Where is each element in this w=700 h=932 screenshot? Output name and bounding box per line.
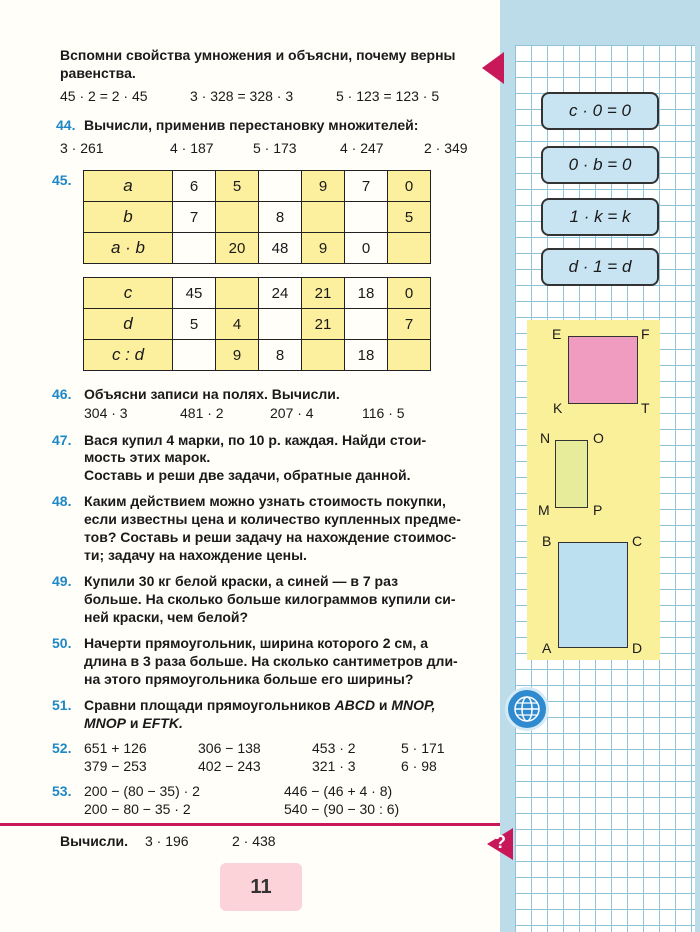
task-51-text-2 — [84, 715, 183, 732]
vertex-label: P — [593, 502, 603, 518]
task-52-item: 306 − 138 — [198, 740, 261, 756]
vertex-label: O — [593, 430, 604, 446]
table-cell — [345, 202, 388, 233]
table-cell: 18 — [345, 340, 388, 371]
task-46-item: 207 · 4 — [270, 405, 314, 421]
task-50-line: Начерти прямоугольник, ширина которого 2 см, а — [84, 635, 429, 651]
conjunction: и — [129, 715, 139, 731]
task-number-46: 46. — [52, 386, 72, 402]
vertex-label: F — [641, 326, 650, 342]
task-50-line: длина в 3 раза больше. На сколько сантиметров дли- — [84, 653, 458, 669]
task-44-item: 2 · 349 — [424, 140, 468, 156]
table-cell: 9 — [302, 171, 345, 202]
table-header-b: b — [84, 202, 173, 233]
task-48-line: ти; задачу на нахождение цены. — [84, 547, 307, 563]
task-47-line: Вася купил 4 марки, по 10 р. каждая. Найди стои- — [84, 432, 427, 448]
task-52-item: 6 · 98 — [401, 758, 437, 774]
page-number: 11 — [220, 863, 302, 911]
rect-efkt — [568, 336, 638, 404]
table-ab — [83, 170, 431, 264]
task-number-50: 50. — [52, 635, 72, 651]
table-cell: 9 — [302, 233, 345, 264]
table-cell: 5 — [388, 202, 431, 233]
task-48-line: тов? Составь и реши задачу на нахождение стоимос- — [84, 529, 457, 545]
vertex-label: C — [632, 533, 643, 549]
task-50-line: на этого прямоугольника больше его ширины? — [84, 671, 414, 687]
conjunction: и — [378, 697, 388, 713]
table-header-c: c — [84, 278, 173, 309]
task-52-item: 5 · 171 — [401, 740, 445, 756]
intro-eq-2: 3 · 328 = 328 · 3 — [190, 88, 294, 104]
table-cell: 45 — [173, 278, 216, 309]
table-header-a: a — [84, 171, 173, 202]
table-row — [84, 309, 431, 340]
footer-divider — [0, 823, 500, 826]
table-cell — [345, 309, 388, 340]
vertex-label: E — [552, 326, 562, 342]
vertex-label: M — [538, 502, 550, 518]
table-header-cd: c : d — [84, 340, 173, 371]
table-header-d: d — [84, 309, 173, 340]
task-51-line: Сравни площади прямоугольников — [84, 697, 331, 713]
task-53-item: 200 − 80 − 35 · 2 — [84, 801, 191, 817]
rect-name: ABCD — [334, 697, 375, 713]
vertex-label: T — [641, 400, 650, 416]
help-badge-label: ? — [495, 832, 506, 852]
vertex-label: D — [632, 640, 643, 656]
table-cell — [173, 233, 216, 264]
task-47-line: мость этих марок. — [84, 449, 211, 465]
task-number-45: 45. — [52, 172, 72, 188]
table-cell: 0 — [388, 171, 431, 202]
task-number-49: 49. — [52, 573, 72, 589]
task-44-text: Вычисли, применив перестановку множителей: — [84, 117, 419, 133]
table-cell: 8 — [259, 340, 302, 371]
table-cell: 5 — [173, 309, 216, 340]
table-cell: 18 — [345, 278, 388, 309]
task-number-48: 48. — [52, 493, 72, 509]
intro-eq-1: 45 · 2 = 2 · 45 — [60, 88, 148, 104]
vertex-label: N — [540, 430, 551, 446]
task-49-line: ней краски, чем белой? — [84, 609, 249, 625]
task-48-line: Каким действием можно узнать стоимость покупки, — [84, 493, 446, 509]
task-52-item: 402 − 243 — [198, 758, 261, 774]
task-number-52: 52. — [52, 740, 72, 756]
task-52-item: 453 · 2 — [312, 740, 356, 756]
table-cell — [259, 309, 302, 340]
intro-line1: Вспомни свойства умножения и объясни, почему верны — [60, 47, 456, 63]
table-row — [84, 278, 431, 309]
table-cell — [216, 278, 259, 309]
task-49-line: Купили 30 кг белой краски, а синей — в 7 раз — [84, 573, 399, 589]
table-cell: 24 — [259, 278, 302, 309]
task-53-item: 540 − (90 − 30 : 6) — [284, 801, 400, 817]
table-cell: 7 — [345, 171, 388, 202]
table-cell: 48 — [259, 233, 302, 264]
table-cd — [83, 277, 431, 371]
table-cell — [302, 340, 345, 371]
table-header-ab: a · b — [84, 233, 173, 264]
task-52-item: 379 − 253 — [84, 758, 147, 774]
formula-box: d · 1 = d — [541, 248, 659, 286]
task-46-item: 481 · 2 — [180, 405, 224, 421]
table-cell: 5 — [216, 171, 259, 202]
table-cell: 0 — [345, 233, 388, 264]
formula-box: 1 · k = k — [541, 198, 659, 236]
task-51-text — [84, 697, 435, 714]
table-cell: 20 — [216, 233, 259, 264]
formula-box: c · 0 = 0 — [541, 92, 659, 130]
table-cell: 6 — [173, 171, 216, 202]
rect-abcd — [558, 542, 628, 648]
task-44-item: 5 · 173 — [253, 140, 297, 156]
task-number-53: 53. — [52, 783, 72, 799]
rect-mnop — [555, 440, 588, 508]
task-number-44: 44. — [56, 117, 76, 133]
table-cell: 21 — [302, 278, 345, 309]
table-cell: 4 — [216, 309, 259, 340]
margin-arrow-icon — [482, 52, 504, 84]
table-cell: 7 — [388, 309, 431, 340]
rect-name: MNOP — [84, 715, 126, 731]
table-cell — [259, 171, 302, 202]
formula-box: 0 · b = 0 — [541, 146, 659, 184]
footer-label: Вычисли. — [60, 833, 128, 849]
task-46-text: Объясни записи на полях. Вычисли. — [84, 386, 340, 402]
table-cell — [388, 340, 431, 371]
globe-icon — [505, 687, 549, 731]
table-row — [84, 340, 431, 371]
task-52-item: 321 · 3 — [312, 758, 356, 774]
task-53-item: 446 − (46 + 4 · 8) — [284, 783, 393, 799]
rect-name: MNOP, — [391, 697, 436, 713]
task-49-line: больше. На сколько больше килограммов купили си- — [84, 591, 456, 607]
task-44-item: 4 · 187 — [170, 140, 214, 156]
table-row — [84, 171, 431, 202]
table-cell: 21 — [302, 309, 345, 340]
table-cell: 8 — [259, 202, 302, 233]
intro-eq-3: 5 · 123 = 123 · 5 — [336, 88, 440, 104]
task-44-item: 4 · 247 — [340, 140, 384, 156]
task-48-line: если известны цена и количество купленных предме- — [84, 511, 461, 527]
table-cell: 9 — [216, 340, 259, 371]
table-cell — [216, 202, 259, 233]
table-row — [84, 233, 431, 264]
task-46-item: 116 · 5 — [362, 405, 405, 421]
table-cell — [302, 202, 345, 233]
table-cell — [388, 233, 431, 264]
table-cell: 7 — [173, 202, 216, 233]
vertex-label: B — [542, 533, 552, 549]
task-53-item: 200 − (80 − 35) · 2 — [84, 783, 200, 799]
vertex-label: A — [542, 640, 552, 656]
rect-name: EFTK. — [142, 715, 183, 731]
task-number-51: 51. — [52, 697, 72, 713]
intro-line2: равенства. — [60, 65, 136, 81]
footer-item: 2 · 438 — [232, 833, 276, 849]
table-cell: 0 — [388, 278, 431, 309]
table-cell — [173, 340, 216, 371]
footer-item: 3 · 196 — [145, 833, 189, 849]
task-46-item: 304 · 3 — [84, 405, 128, 421]
task-44-item: 3 · 261 — [60, 140, 104, 156]
task-52-item: 651 + 126 — [84, 740, 147, 756]
task-number-47: 47. — [52, 432, 72, 448]
table-row — [84, 202, 431, 233]
task-47-line: Составь и реши две задачи, обратные данной. — [84, 467, 411, 483]
vertex-label: K — [553, 400, 563, 416]
